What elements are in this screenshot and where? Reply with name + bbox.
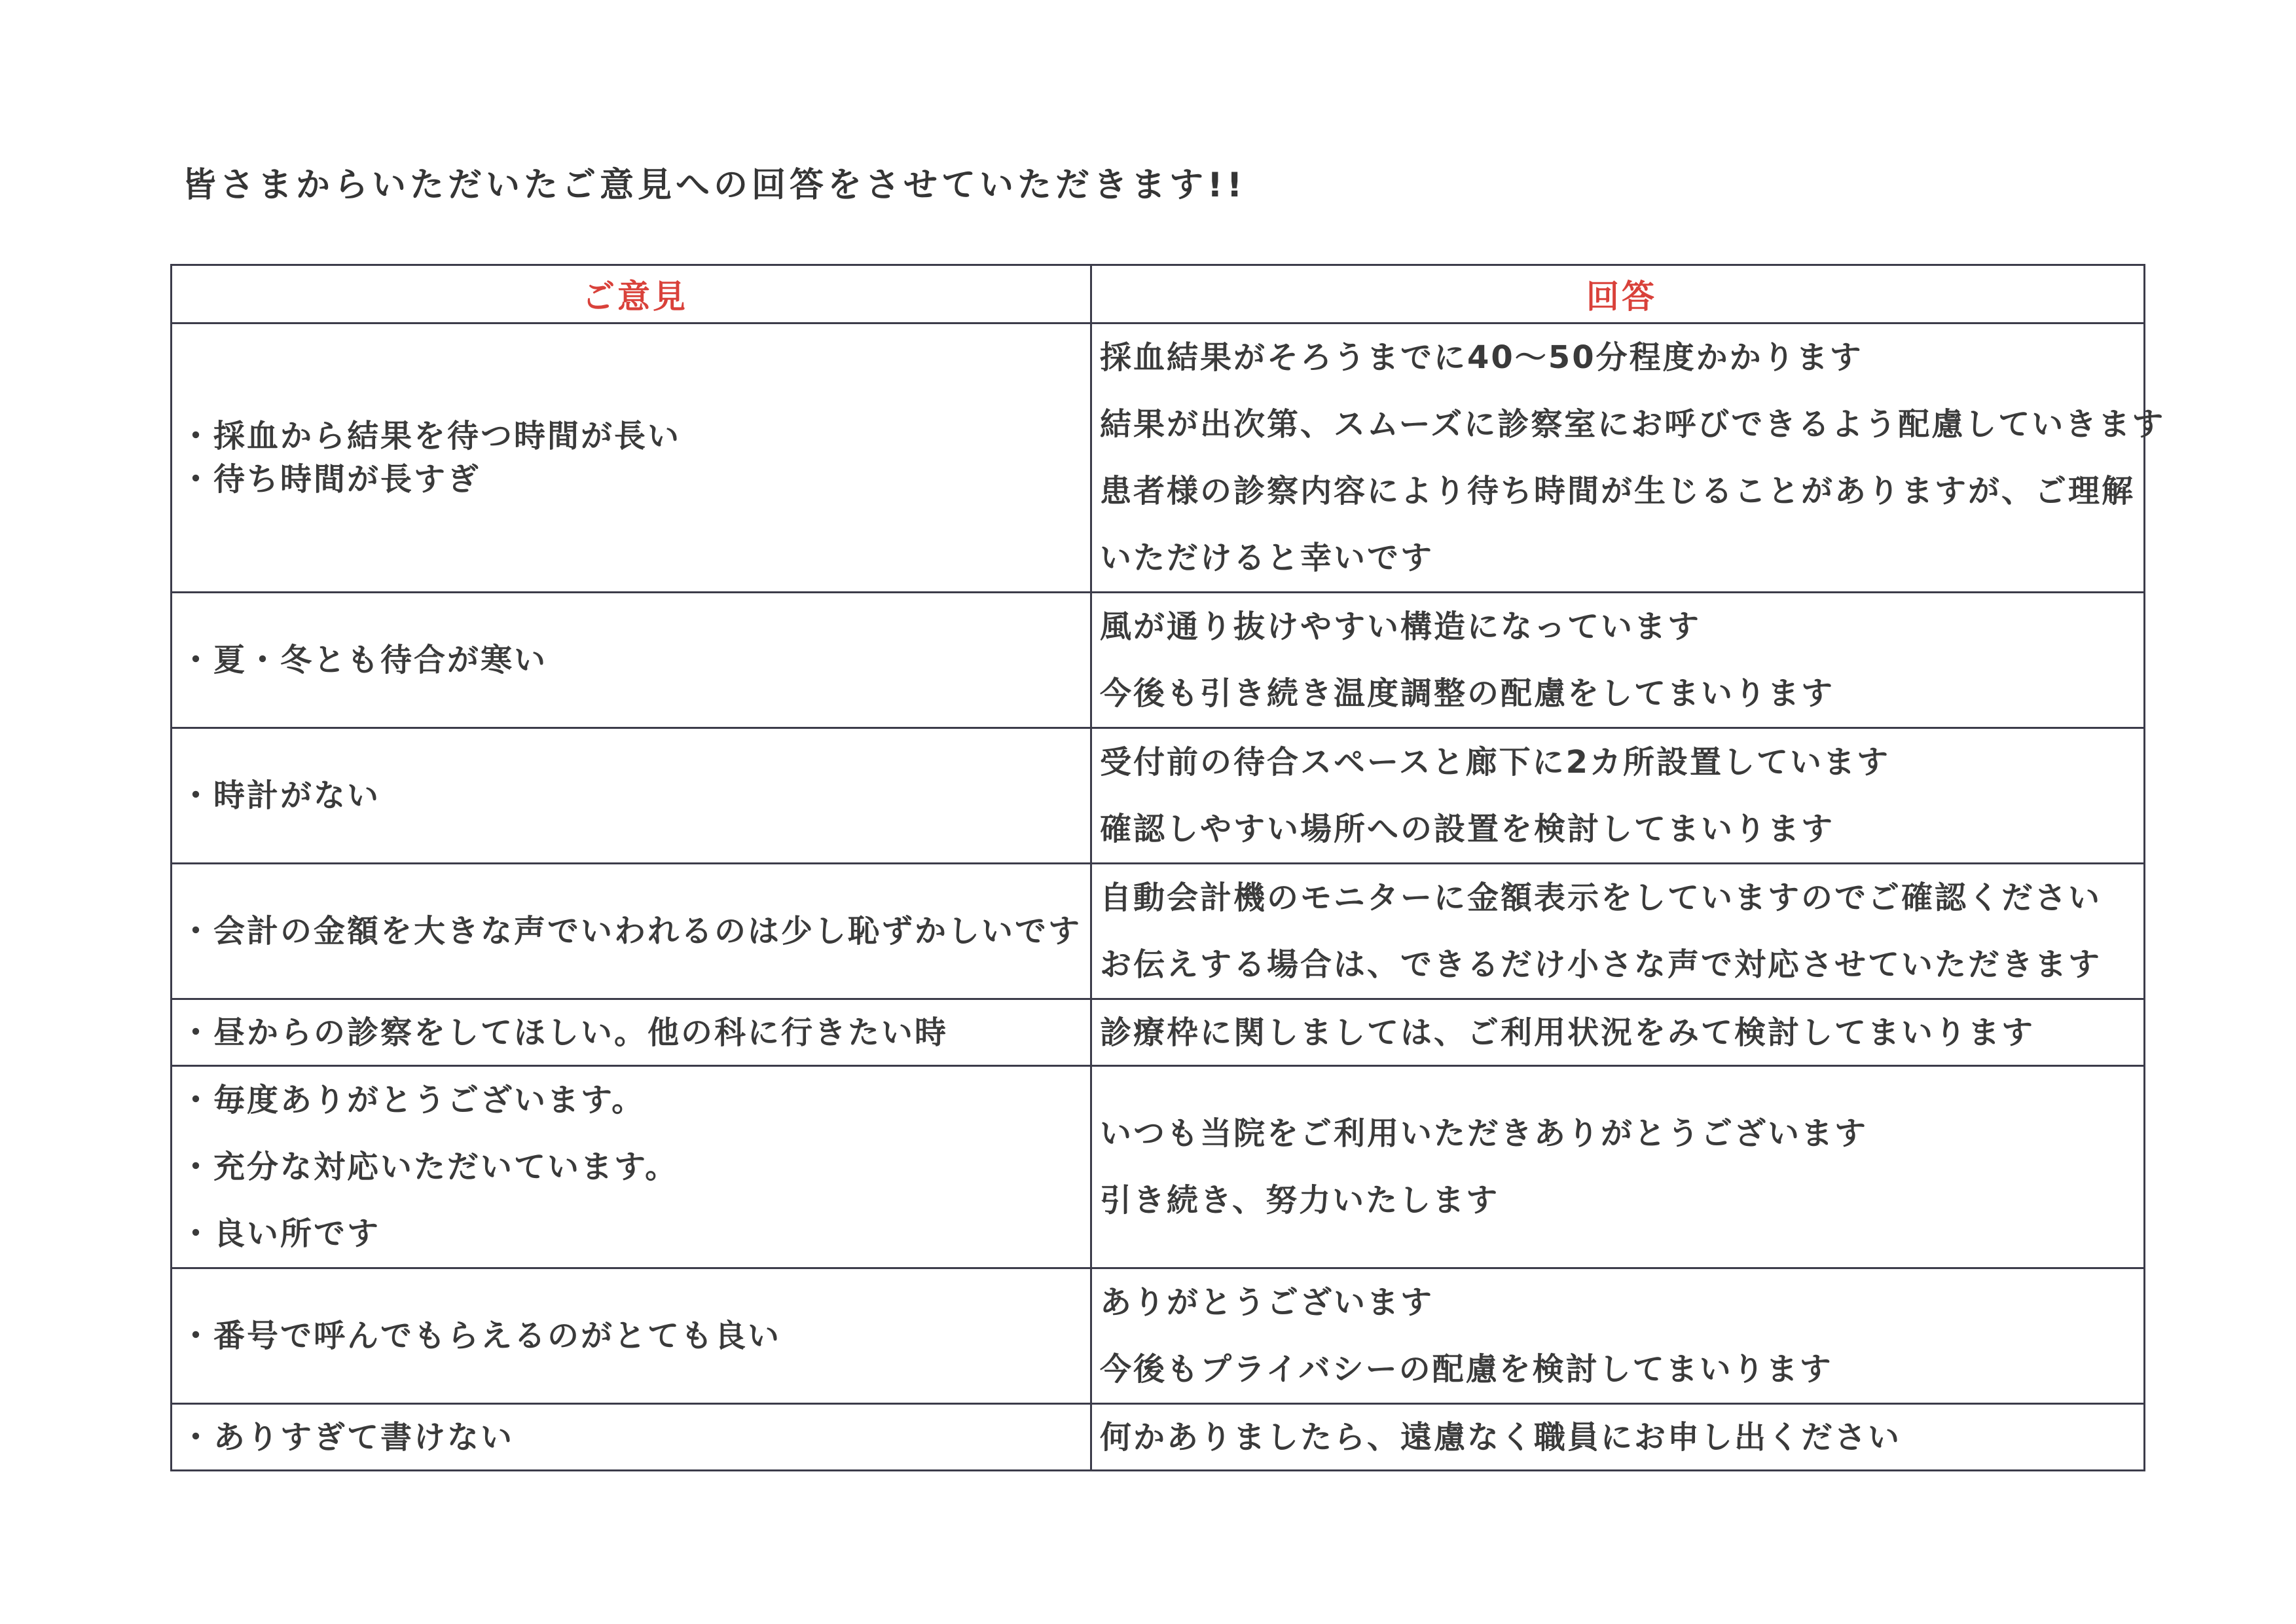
answer-cell [1091,593,2145,728]
opinion-cell [172,1066,1091,1268]
opinion-text: ・会計の金額を大きな声でいわれるのは少し恥ずかしいです [180,913,1082,950]
table-row [172,1268,2145,1404]
answer-cell [1091,323,2166,593]
answer-text: 患者様の診察内容により待ち時間が生じることがありますが、ご理解 [1100,473,2136,509]
table-row [172,864,2145,999]
answer-text: いただけると幸いです [1100,540,1434,576]
answer-cell [1091,1268,2145,1404]
table-row [172,323,2145,593]
answer-text: 結果が出次第、スムーズに診察室にお呼びできるよう配慮していきます [1100,406,2166,443]
answer-text: 今後もプライバシーの配慮を検討してまいります [1100,1351,1833,1388]
table-row [172,1066,2145,1268]
table-row [172,593,2145,728]
table-row [172,1404,2145,1471]
opinion-text: ・採血から結果を待つ時間が長い [180,418,682,454]
opinion-text: ・充分な対応いただいています。 [180,1149,679,1185]
answer-text: 今後も引き続き温度調整の配慮をしてまいります [1100,675,1835,712]
page-title: 皆さまからいただいたご意見への回答をさせていただきます!! [182,166,1247,205]
answer-text: 自動会計機のモニターに金額表示をしていますのでご確認ください [1100,879,2102,916]
opinion-text: ・ありすぎて書けない [180,1418,515,1456]
column-header-opinion: ご意見 [172,265,1091,323]
opinion-cell [172,1268,1091,1404]
table-row [172,728,2145,864]
answer-text: 採血結果がそろうまでに40〜50分程度かかります [1100,339,1863,376]
opinion-cell [172,728,1091,864]
opinion-text: ・昼からの診察をしてほしい。他の科に行きたい時 [180,1014,949,1051]
column-header-answer: 回答 [1091,265,2145,323]
opinion-cell [172,864,1091,999]
opinion-cell [172,1404,1091,1471]
opinion-text: ・良い所です [180,1215,381,1252]
answer-text: 確認しやすい場所への設置を検討してまいります [1100,811,1835,847]
opinion-text: ・時計がない [180,777,381,814]
opinion-cell [172,999,1091,1066]
answer-text: いつも当院をご利用いただきありがとうございます [1100,1115,1868,1152]
opinion-text: ・夏・冬とも待合が寒い [180,642,548,678]
answer-cell [1091,1404,2145,1471]
answer-text: 診療枠に関しましては、ご利用状況をみて検討してまいります [1100,1014,2035,1051]
answer-text: 受付前の待合スペースと廊下に2カ所設置しています [1100,744,1891,781]
opinion-cell [172,593,1091,728]
answer-cell [1091,999,2145,1066]
opinion-text: ・番号で呼んでもらえるのがとても良い [180,1318,782,1354]
answer-text: 引き続き、努力いたします [1100,1182,1500,1219]
answer-text: 風が通り抜けやすい構造になっています [1100,608,1702,645]
opinion-cell [172,323,1091,593]
answer-text: ありがとうございます [1100,1284,1434,1321]
answer-cell [1091,1066,2145,1268]
opinion-text: ・待ち時間が長すぎ [180,461,481,498]
answer-text: 何かありましたら、遠慮なく職員にお申し出ください [1100,1418,1902,1456]
answer-text: お伝えする場合は、できるだけ小さな声で対応させていただきます [1100,946,2102,983]
feedback-table [170,264,2166,1471]
table-row [172,999,2145,1066]
answer-cell [1091,728,2145,864]
answer-cell [1091,864,2145,999]
table-header-row [172,265,2145,323]
opinion-text: ・毎度ありがとうございます。 [180,1082,646,1118]
